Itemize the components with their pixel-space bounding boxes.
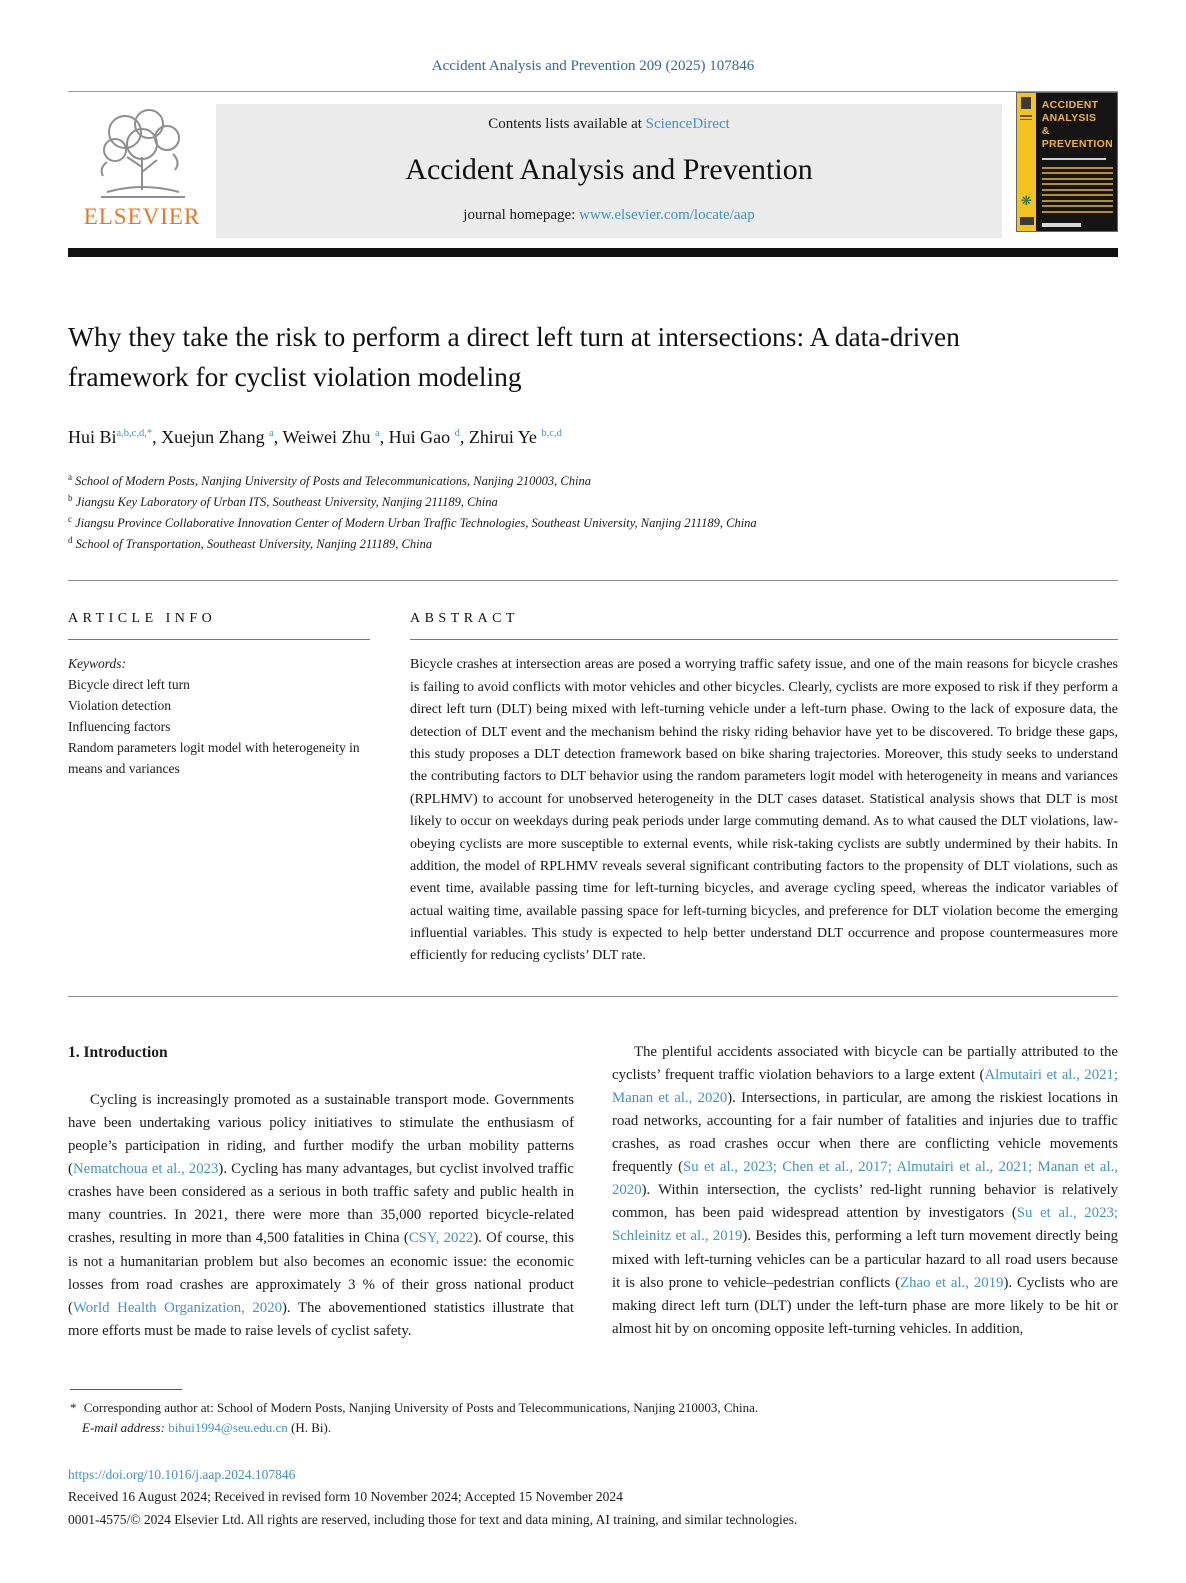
affiliation: $^a$ School of Modern Posts, Nanjing University of Posts and Telecommunications, Nanjing 210003, China (68, 471, 591, 488)
journal-title: Accident Analysis and Prevention (405, 153, 813, 186)
citation-link[interactable]: CSY, 2022 (408, 1230, 474, 1247)
citation-link[interactable]: World Health Organization, 2020 (72, 1299, 282, 1316)
left-column (68, 1041, 574, 1343)
cover-editor-line-bar (1042, 158, 1106, 160)
intro-paragraph-left (68, 1089, 574, 1343)
introduction-section (68, 1041, 1118, 1343)
copyright-line: 0001-4575/© 2024 Elsevier Ltd. All rights are reserved, including those for text and data mining, AI training, and similar technologies. (68, 1511, 798, 1527)
cover-strip-text-bars (1017, 115, 1036, 120)
author[interactable]: Zhirui Ye $^{b,c,d}$ (468, 426, 562, 447)
text-run: The plentiful accidents associated with bicycle can be partially attributed to the cyclists’ frequent traffic violation behaviors to a large extent ( (612, 1043, 1118, 1083)
journal-banner (216, 104, 1002, 238)
cover-yellow-strip (1017, 93, 1036, 231)
text-run: ). Besides this, performing a left turn movement directly being mixed with left-turning vehicles can be a particular hazard to all road users because it is also prone to vehicle–pedestrian conflicts ( (612, 1228, 1118, 1291)
homepage-link[interactable]: www.elsevier.com/locate/aap (579, 207, 755, 223)
email-label: E-mail address: (82, 1420, 165, 1436)
cover-footer-bar (1042, 223, 1081, 227)
masthead-black-bar (68, 248, 1118, 257)
keyword-item: Influencing factors (68, 719, 171, 735)
keyword-item: Violation detection (68, 698, 172, 714)
elsevier-wordmark: ELSEVIER (83, 204, 201, 229)
homepage-line (226, 207, 992, 224)
article-info-column (68, 611, 370, 967)
author-separator: , (379, 426, 389, 447)
cover-strip-footer-mark (1020, 217, 1034, 225)
homepage-label: journal homepage: (463, 207, 580, 223)
abstract-column (410, 611, 1118, 967)
cover-snowflake-icon: ❋ (1020, 193, 1032, 208)
cover-title-line2: ANALYSIS (1041, 112, 1097, 125)
journal-cover-thumbnail[interactable] (1016, 92, 1118, 232)
author-separator: , (152, 426, 162, 447)
author-separator: , (273, 426, 283, 447)
keyword-item: Random parameters logit model with heterogeneity in means and variances (68, 740, 360, 776)
contents-prefix: Contents lists available at (488, 116, 646, 132)
author[interactable]: Xuejun Zhang $^a$ (161, 426, 274, 447)
footnote-divider (70, 1389, 182, 1390)
author-list (68, 427, 1118, 448)
text-run: ). Cyclists who are making direct left turn (DLT) under the left-turn phase are more likely to be hit or almost hit by on oncoming opposite left-turning vehicles. In addition, (612, 1274, 1118, 1337)
email-suffix: (H. Bi). (287, 1420, 332, 1436)
article-info-heading: ARTICLE INFO (68, 611, 370, 640)
text-run: ). The abovementioned statistics illustrate that more efforts must be made to raise levels of cyclist safety. (68, 1299, 574, 1339)
article-title: Why they take the risk to perform a direct left turn at intersections: A data-driven framework for cyclist violation modeling (68, 321, 960, 392)
citation-link[interactable]: Nematchoua et al., 2023 (72, 1161, 219, 1178)
author[interactable]: Hui $Bi^{a,b,c,d,*}$ (68, 426, 153, 447)
elsevier-logo (68, 92, 216, 230)
cover-title-line1: ACCIDENT (1041, 99, 1099, 111)
intro-paragraph-right (612, 1041, 1118, 1341)
article-footer (68, 1464, 1118, 1531)
keywords-block (68, 654, 370, 780)
journal-citation: Accident Analysis and Prevention 209 (2025) 107846 (431, 58, 755, 74)
right-column (612, 1041, 1118, 1343)
affiliation: $^d$ School of Transportation, Southeast University, Nanjing 211189, China (68, 535, 433, 552)
received-dates: Received 16 August 2024; Received in revised form 10 November 2024; Accepted 15 November 2024 (68, 1489, 623, 1505)
corresponding-author-note (68, 1398, 1118, 1438)
author-affil-sup: b,c,d (541, 427, 562, 439)
author-affil-sup: d (454, 427, 460, 439)
abstract-heading: ABSTRACT (410, 611, 1118, 640)
text-run: ). Intersections, in particular, are among the riskiest locations in road networks, accounting for a fair number of fatalities and injuries due to traffic crashes, as road crashes occur when there are conflicting vehicle movements frequently ( (612, 1090, 1118, 1176)
affiliation: $^c$ Jiangsu Province Collaborative Innovation Center of Modern Urban Traffic Technologies, Southeast University, Nanjing 211189, China (68, 514, 757, 531)
text-run: ). Cycling has many advantages, but cyclist involved traffic crashes have been considered as a serious in both traffic safety and public health in many countries. In 2021, there were more than 35,000 reported bicycle-related crashes, resulting in more than 4,500 fatalities in China ( (68, 1161, 574, 1247)
text-run: ). Within intersection, the cyclists’ red-light running behavior is relatively common, has been paid widespread attention by investigators ( (612, 1182, 1118, 1222)
sciencedirect-link[interactable]: ScienceDirect (645, 116, 730, 132)
author-affil-sup: a (374, 427, 380, 439)
cover-title-line4: PREVENTION (1041, 138, 1113, 151)
masthead (68, 92, 1118, 238)
cover-emblem-icon (1021, 97, 1031, 109)
title-block-divider (68, 580, 1118, 581)
doi-link[interactable]: https://doi.org/10.1016/j.aap.2024.107846 (68, 1467, 296, 1483)
affiliation: $^b$ Jiangsu Key Laboratory of Urban ITS, Southeast University, Nanjing 211189, China (68, 492, 498, 510)
contents-line (226, 116, 992, 133)
author[interactable]: Weiwei Zhu $^a$ (282, 426, 380, 447)
footnote-block (68, 1389, 1118, 1438)
cover-main-panel (1036, 93, 1117, 231)
citation-link[interactable]: Su et al., 2023; Schleinitz et al., 2019 (612, 1205, 1118, 1245)
affiliation-list (68, 470, 1118, 555)
author-separator: , (459, 426, 469, 447)
info-abstract-section (68, 611, 1118, 967)
abstract-bottom-divider (68, 996, 1118, 997)
text-run: Cycling is increasingly promoted as a sustainable transport mode. Governments have been undertaking various policy initiatives to stimulate the enthusiasm of people’s participation in riding, and further modify the urban mobility patterns ( (68, 1092, 574, 1178)
text-run: ). Of course, this is not a humanitarian problem but also becomes an economic issue: the economic losses from road crashes are approximately 3 % of their gross national product ( (68, 1230, 574, 1316)
cover-topics-list-bars (1042, 167, 1113, 213)
author-affil-sup: a,b,c,d,* (116, 427, 153, 439)
abstract-text: Bicycle crashes at intersection areas are posed a worrying traffic safety issue, and one of the main reasons for bicycle crashes is failing to avoid conflicts with motor vehicles and other bicycles. Clearly, cyclists are more exposed to risk if they perform a direct left turn (DLT) being mixed with left-turning vehicle under a left-turn phase. Owing to the lack of exposure data, the detection of DLT event and the mechanism behind the risky riding behavior have yet to be discovered. To bridge these gaps, this study proposes a DLT detection framework based on bike sharing trajectories. Moreover, this study seeks to understand the contributing factors to DLT behavior using the random parameters logit model with heterogeneity in means and variances (RPLHMV) to account for unobserved heterogeneity in the DLT cases dataset. Statistical analysis shows that DLT is most likely to occur on weekdays during peak periods under large commuting demand. As to what caused the DLT violations, law-obeying cyclists are more susceptible to external events, while risk-taking cyclists are subtly undermined by their habits. In addition, the model of RPLHMV reveals several significant contributing factors to the propensity of DLT violations, such as event time, available passing time for left-turning bicycles, and average cycling speed, whereas the indicator variables of actual waiting time, available passing space for left-turning bicycles, and preference for DLT violation become the emerging influential variables. This study is expected to help better understand DLT occurrence and propose countermeasures more efficiently for reducing cyclists’ DLT rate. (410, 657, 1118, 964)
citation-link[interactable]: Almutairi et al., 2021; Manan et al., 2020 (612, 1066, 1118, 1106)
citation-link[interactable]: Zhao et al., 2019 (900, 1274, 1004, 1291)
author-affil-sup: a (269, 427, 274, 439)
corresponding-author-text: Corresponding author at: School of Modern Posts, Nanjing University of Posts and Telecommunications, Nanjing 210003, China. (80, 1399, 759, 1415)
keyword-item: Bicycle direct left turn (68, 677, 190, 693)
footnote-marker: * (70, 1399, 77, 1415)
keywords-label: Keywords: (68, 656, 126, 672)
cover-title-line3: & (1041, 125, 1050, 138)
introduction-heading: 1. Introduction (68, 1043, 168, 1061)
elsevier-tree-icon (87, 102, 197, 202)
author[interactable]: Hui Gao $^d$ (388, 426, 460, 447)
citation-link[interactable]: Su et al., 2023; Chen et al., 2017; Almutairi et al., 2021; Manan et al., 2020 (612, 1159, 1118, 1199)
email-link[interactable]: bihui1994@seu.edu.cn (164, 1420, 288, 1436)
